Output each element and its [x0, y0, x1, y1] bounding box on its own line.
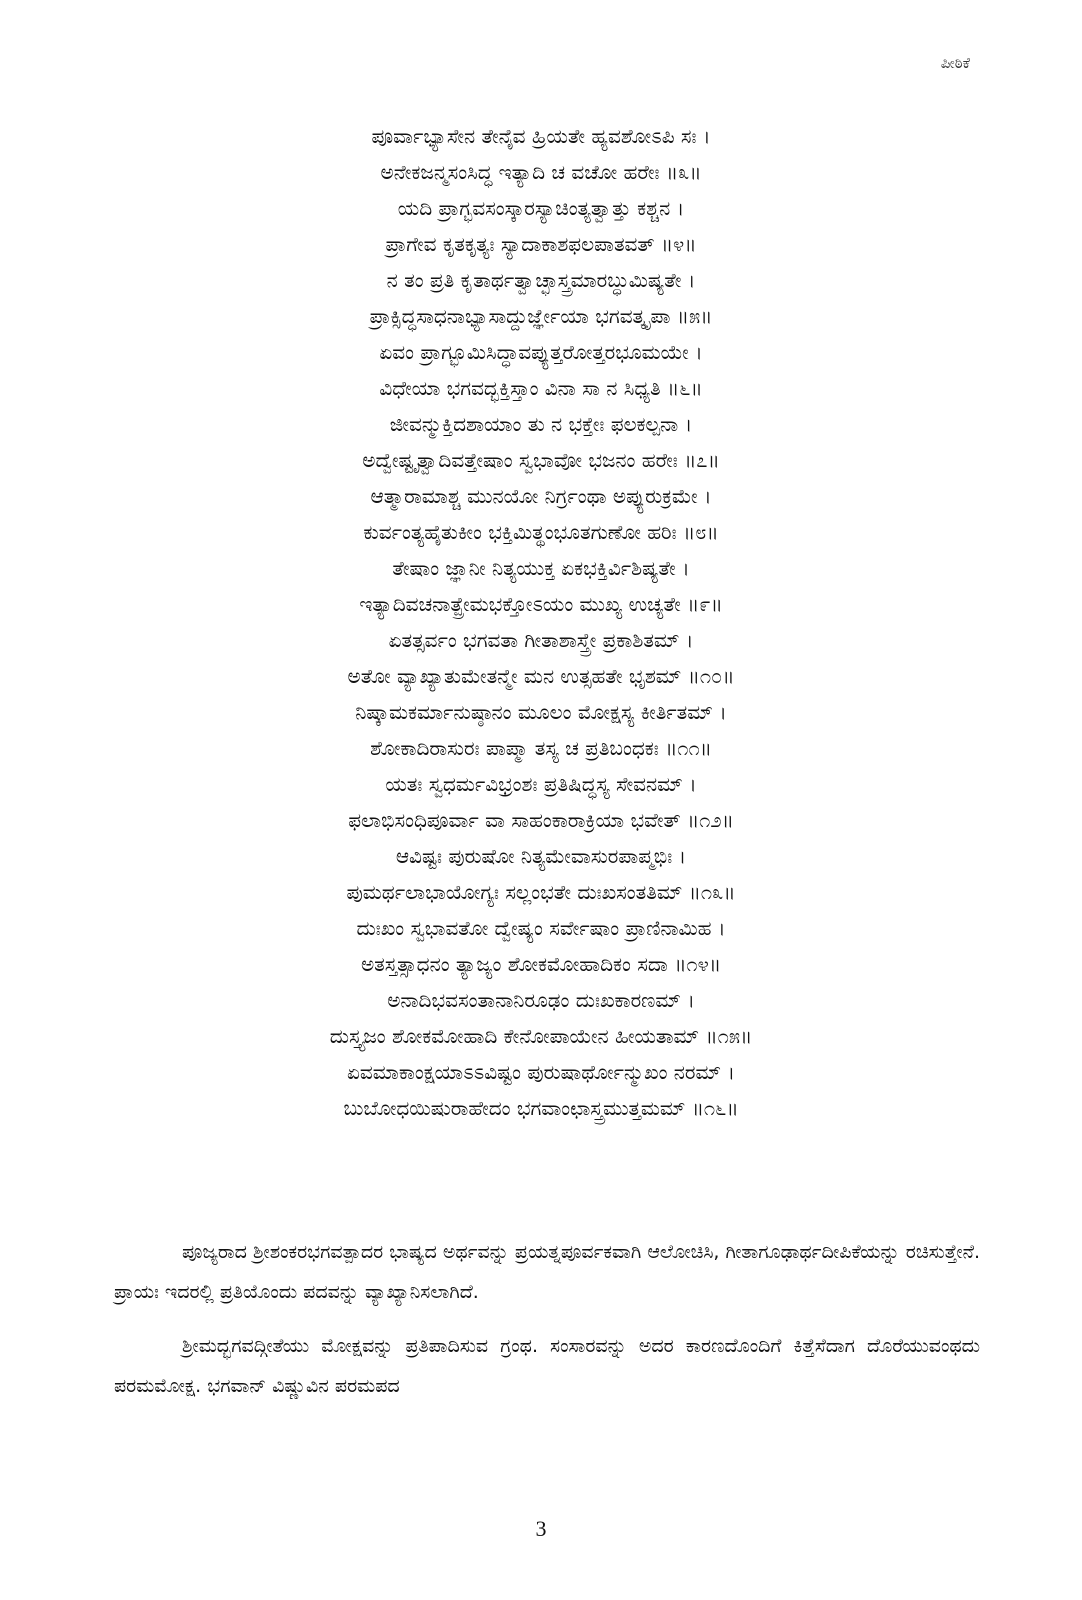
verse-block	[0, 118, 1082, 1126]
verse-line: ಶೋಕಾದಿರಾಸುರಃ ಪಾಪ್ಮಾ ತಸ್ಯ ಚ ಪ್ರತಿಬಂಧಕಃ ॥೧೧॥	[370, 736, 712, 760]
verse-line: ಕುರ್ವಂತ್ಯಹೈತುಕೀಂ ಭಕ್ತಿಮಿತ್ಥಂಭೂತಗುಣೋ ಹರಿಃ ॥೮॥	[363, 520, 719, 544]
verse-line: ಪ್ರಾಕ್ಸಿದ್ಧಸಾಧನಾಭ್ಯಾಸಾದ್ದುರ್ಜ್ಞೇಯಾ ಭಗವತ್ಕೃಪಾ ॥೫॥	[369, 304, 713, 328]
verse-line: ಪೂರ್ವಾಭ್ಯಾಸೇನ ತೇನೈವ ಹ್ರಿಯತೇ ಹ್ಯವಶೋಽಪಿ ಸಃ ।	[371, 124, 711, 148]
verse-line: ದುಸ್ತ್ಯಜಂ ಶೋಕಮೋಹಾದಿ ಕೇನೋಪಾಯೇನ ಹೀಯತಾಮ್ ॥೧೫॥	[329, 1024, 753, 1048]
verse-line: ದುಃಖಂ ಸ್ವಭಾವತೋ ದ್ವೇಷ್ಯಂ ಸರ್ವೇಷಾಂ ಪ್ರಾಣಿನಾಮಿಹ ।	[356, 916, 726, 940]
verse-line: ಏವಂ ಪ್ರಾಗ್ಭೂಮಿಸಿದ್ಧಾವಪ್ಯುತ್ತರೋತ್ತರಭೂಮಯೇ ।	[379, 340, 703, 364]
verse-line: ಅನಾದಿಭವಸಂತಾನಾನಿರೂಢಂ ದುಃಖಕಾರಣಮ್ ।	[387, 988, 695, 1012]
verse-line: ಪುಮರ್ಥಲಾಭಾಯೋಗ್ಯಃ ಸಲ್ಲಂಭತೇ ದುಃಖಸಂತತಿಮ್ ॥೧೩॥	[346, 880, 736, 904]
verse-line: ಯತಃ ಸ್ವಧರ್ಮವಿಭ್ರಂಶಃ ಪ್ರತಿಷಿದ್ಧಸ್ಯ ಸೇವನಮ್ ।	[385, 772, 697, 796]
verse-line: ನಿಷ್ಕಾಮಕರ್ಮಾನುಷ್ಠಾನಂ ಮೂಲಂ ಮೋಕ್ಷಸ್ಯ ಕೀರ್ತಿತಮ್ ।	[355, 700, 727, 724]
verse-line: ಯದಿ ಪ್ರಾಗ್ಭವಸಂಸ್ಕಾರಸ್ಯಾಚಿಂತ್ಯತ್ವಾತ್ತು ಕಶ್ಚನ ।	[397, 196, 685, 220]
verse-line: ತೇಷಾಂ ಜ್ಞಾನೀ ನಿತ್ಯಯುಕ್ತ ಏಕಭಕ್ತಿರ್ವಿಶಿಷ್ಯತೇ ।	[392, 556, 690, 580]
verse-line: ಏವಮಾಕಾಂಕ್ಷಯಾಽಽವಿಷ್ಟಂ ಪುರುಷಾರ್ಥೋನ್ಮುಖಂ ನರಮ್ ।	[347, 1060, 735, 1084]
verse-line: ಅತೋ ವ್ಯಾಖ್ಯಾತುಮೇತನ್ಮೇ ಮನ ಉತ್ಸಹತೇ ಭೃಶಮ್ ॥೧೦॥	[347, 664, 735, 688]
verse-line: ನ ತಂ ಪ್ರತಿ ಕೃತಾರ್ಥತ್ವಾಚ್ಛಾಸ್ತ್ರಮಾರಬ್ಧುಮಿಷ್ಯತೇ ।	[386, 268, 696, 292]
verse-line: ಏತತ್ಸರ್ವಂ ಭಗವತಾ ಗೀತಾಶಾಸ್ತ್ರೇ ಪ್ರಕಾಶಿತಮ್ ।	[388, 628, 694, 652]
verse-line: ಫಲಾಭಿಸಂಧಿಪೂರ್ವಾ ವಾ ಸಾಹಂಕಾರಾಕ್ರಿಯಾ ಭವೇತ್ ॥೧೨॥	[348, 808, 734, 832]
verse-line: ಅದ್ವೇಷ್ಟೃತ್ವಾದಿವತ್ತೇಷಾಂ ಸ್ವಭಾವೋ ಭಜನಂ ಹರೇಃ ॥೭॥	[362, 448, 720, 472]
page-number: 3	[535, 1516, 547, 1541]
verse-line: ಪ್ರಾಗೇವ ಕೃತಕೃತ್ಯಃ ಸ್ಯಾದಾಕಾಶಫಲಪಾತವತ್ ॥೪॥	[385, 232, 697, 256]
verse-line: ಬುಬೋಧಯಿಷುರಾಹೇದಂ ಭಗವಾಂಛಾಸ್ತ್ರಮುತ್ತಮಮ್ ॥೧೬॥	[343, 1096, 739, 1120]
verse-line: ಆತ್ಮಾರಾಮಾಶ್ಚ ಮುನಯೋ ನಿರ್ಗ್ರಂಥಾ ಅಪ್ಯುರುಕ್ರಮೇ ।	[370, 484, 712, 508]
prose-section	[114, 1232, 980, 1420]
verse-line: ಜೀವನ್ಮುಕ್ತಿದಶಾಯಾಂ ತು ನ ಭಕ್ತೇಃ ಫಲಕಲ್ಪನಾ ।	[389, 412, 693, 436]
verse-line: ಆವಿಷ್ಟಃ ಪುರುಷೋ ನಿತ್ಯಮೇವಾಸುರಪಾಪ್ಮಭಿಃ ।	[395, 844, 687, 868]
paragraph: ಶ್ರೀಮದ್ಭಗವದ್ಗೀತೆಯು ಮೋಕ್ಷವನ್ನು ಪ್ರತಿಪಾದಿಸುವ ಗ್ರಂಥ. ಸಂಸಾರವನ್ನು ಅದರ ಕಾರಣದೊಂದಿಗೆ ಕಿತ್ತೆಸೆದಾಗ ದೊರೆಯುವಂಥದು ಪರಮಮೋಕ್ಷ. ಭಗವಾನ್ ವಿಷ್ಣುವಿನ ಪರಮಪದ	[114, 1335, 980, 1397]
verse-line: ಅತಸ್ತತ್ಸಾಧನಂ ತ್ಯಾಜ್ಯಂ ಶೋಕಮೋಹಾದಿಕಂ ಸದಾ ॥೧೪॥	[360, 952, 722, 976]
paragraph: ಪೂಜ್ಯರಾದ ಶ್ರೀಶಂಕರಭಗವತ್ಪಾದರ ಭಾಷ್ಯದ ಅರ್ಥವನ್ನು ಪ್ರಯತ್ನಪೂರ್ವಕವಾಗಿ ಆಲೋಚಿಸಿ, ಗೀತಾಗೂಢಾರ್ಥದೀಪಿಕೆಯನ್ನು ರಚಿಸುತ್ತೇನೆ. ಪ್ರಾಯಃ ಇದರಲ್ಲಿ ಪ್ರತಿಯೊಂದು ಪದವನ್ನು ವ್ಯಾಖ್ಯಾನಿಸಲಾಗಿದೆ.	[114, 1241, 980, 1303]
verse-line: ಅನೇಕಜನ್ಮಸಂಸಿದ್ಧ ಇತ್ಯಾದಿ ಚ ವಚೋ ಹರೇಃ ॥೩॥	[380, 160, 702, 184]
running-header: ಪೀಠಿಕೆ	[940, 54, 970, 72]
verse-line: ವಿಧೇಯಾ ಭಗವದ್ಭಕ್ತಿಸ್ತಾಂ ವಿನಾ ಸಾ ನ ಸಿಧ್ಯತಿ ॥೬॥	[379, 376, 703, 400]
verse-line: ಇತ್ಯಾದಿವಚನಾತ್ಪ್ರೇಮಭಕ್ತೋಽಯಂ ಮುಖ್ಯ ಉಚ್ಯತೇ ॥೯॥	[359, 592, 723, 616]
